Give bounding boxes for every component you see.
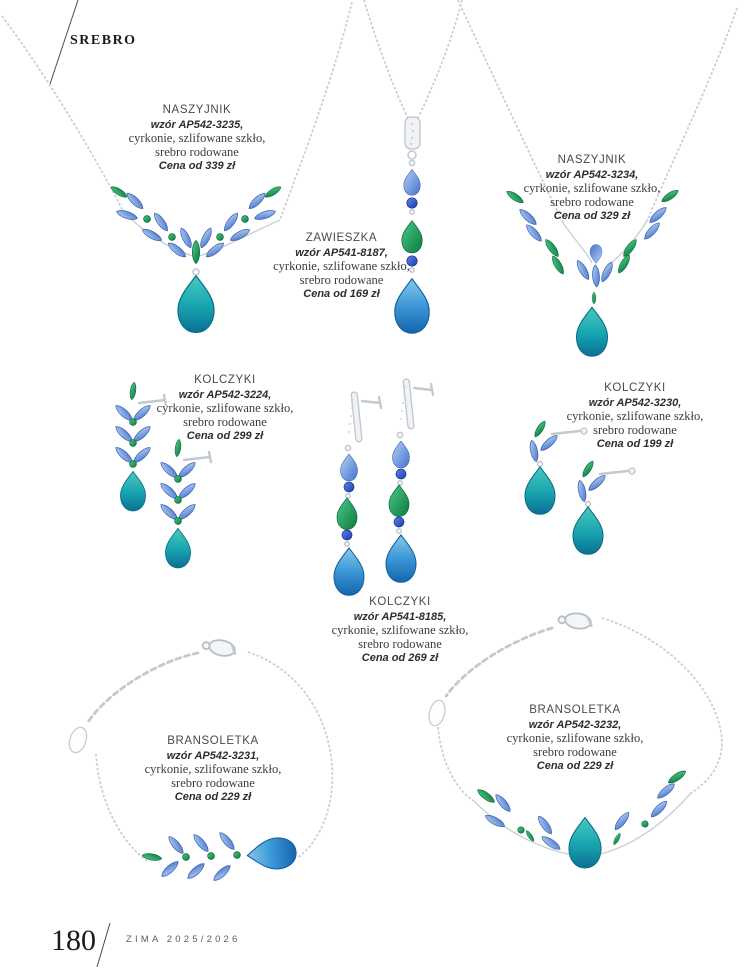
necklace-right-drop-stone	[577, 307, 608, 356]
product-name: ZAWIESZKA	[305, 232, 378, 244]
product-material-line2: srebro rodowane	[533, 744, 617, 759]
product-model: wzór AP542-3234,	[545, 168, 639, 181]
product-price: Cena od 329 zł	[553, 210, 631, 222]
product-info-naszyjnik-3235	[102, 104, 292, 174]
product-info-bransoletka-3231	[128, 735, 298, 805]
product-info-kolczyki-8185	[315, 596, 485, 666]
product-name: BRANSOLETKA	[529, 704, 621, 716]
product-model: wzór AP542-3235,	[150, 118, 244, 131]
necklace-left-drop-stone	[178, 276, 214, 333]
product-model: wzór AP541-8185,	[353, 610, 447, 623]
bracelet-right-tag	[427, 699, 448, 728]
product-material-line1: cyrkonie, szlifowane szkło,	[128, 131, 266, 145]
product-material-line1: cyrkonie, szlifowane szkło,	[506, 731, 644, 745]
product-info-bransoletka-3232	[490, 704, 660, 774]
product-price: Cena od 299 zł	[186, 430, 264, 442]
product-model: wzór AP542-3230,	[588, 396, 682, 409]
bracelet-right-clasp	[558, 611, 593, 631]
product-material-line2: srebro rodowane	[155, 144, 239, 159]
product-price: Cena od 169 zł	[303, 288, 380, 300]
edition-label: ZIMA 2025/2026	[126, 934, 241, 945]
product-info-kolczyki-3230	[550, 382, 720, 452]
product-name: BRANSOLETKA	[167, 735, 259, 747]
product-material-line2: srebro rodowane	[171, 775, 255, 790]
product-material-line2: srebro rodowane	[593, 422, 677, 437]
product-model: wzór AP542-3232,	[528, 718, 622, 731]
product-material-line2: srebro rodowane	[550, 194, 634, 209]
pendant-bail	[405, 117, 420, 149]
product-name: NASZYJNIK	[557, 154, 627, 166]
product-price: Cena od 199 zł	[596, 438, 674, 450]
product-price: Cena od 339 zł	[158, 160, 236, 172]
bracelet-left-drop-stone	[246, 837, 297, 871]
product-material-line1: cyrkonie, szlifowane szkło,	[523, 181, 661, 195]
footer-slash-line	[97, 923, 110, 967]
section-label: SREBRO	[70, 33, 137, 48]
product-material-line2: srebro rodowane	[358, 636, 442, 651]
product-material-line1: cyrkonie, szlifowane szkło,	[331, 623, 469, 637]
product-price: Cena od 229 zł	[174, 791, 252, 803]
product-material-line1: cyrkonie, szlifowane szkło,	[156, 401, 294, 415]
product-name: KOLCZYKI	[194, 374, 256, 386]
product-material-line1: cyrkonie, szlifowane szkło,	[566, 409, 704, 423]
product-info-naszyjnik-3234	[497, 154, 687, 224]
product-info-zawieszka-8187	[264, 232, 419, 302]
product-name: KOLCZYKI	[369, 596, 431, 608]
product-material-line1: cyrkonie, szlifowane szkło,	[273, 259, 410, 273]
product-model: wzór AP542-3231,	[166, 749, 260, 762]
product-model: wzór AP542-3224,	[178, 388, 272, 401]
product-material-line1: cyrkonie, szlifowane szkło,	[144, 762, 282, 776]
product-name: KOLCZYKI	[604, 382, 666, 394]
product-price: Cena od 229 zł	[536, 760, 614, 772]
page-number: 180	[51, 924, 96, 957]
bracelet-left-tag	[66, 725, 89, 755]
product-material-line2: srebro rodowane	[299, 272, 384, 287]
product-price: Cena od 269 zł	[361, 652, 439, 664]
product-name: NASZYJNIK	[162, 104, 232, 116]
product-info-kolczyki-3224	[140, 374, 310, 444]
product-material-line2: srebro rodowane	[183, 414, 267, 429]
earrings-middle-illustration	[334, 379, 433, 596]
product-model: wzór AP541-8187,	[295, 246, 388, 259]
bracelet-right-drop-stone	[569, 818, 601, 868]
bracelet-left-clasp	[201, 637, 237, 659]
